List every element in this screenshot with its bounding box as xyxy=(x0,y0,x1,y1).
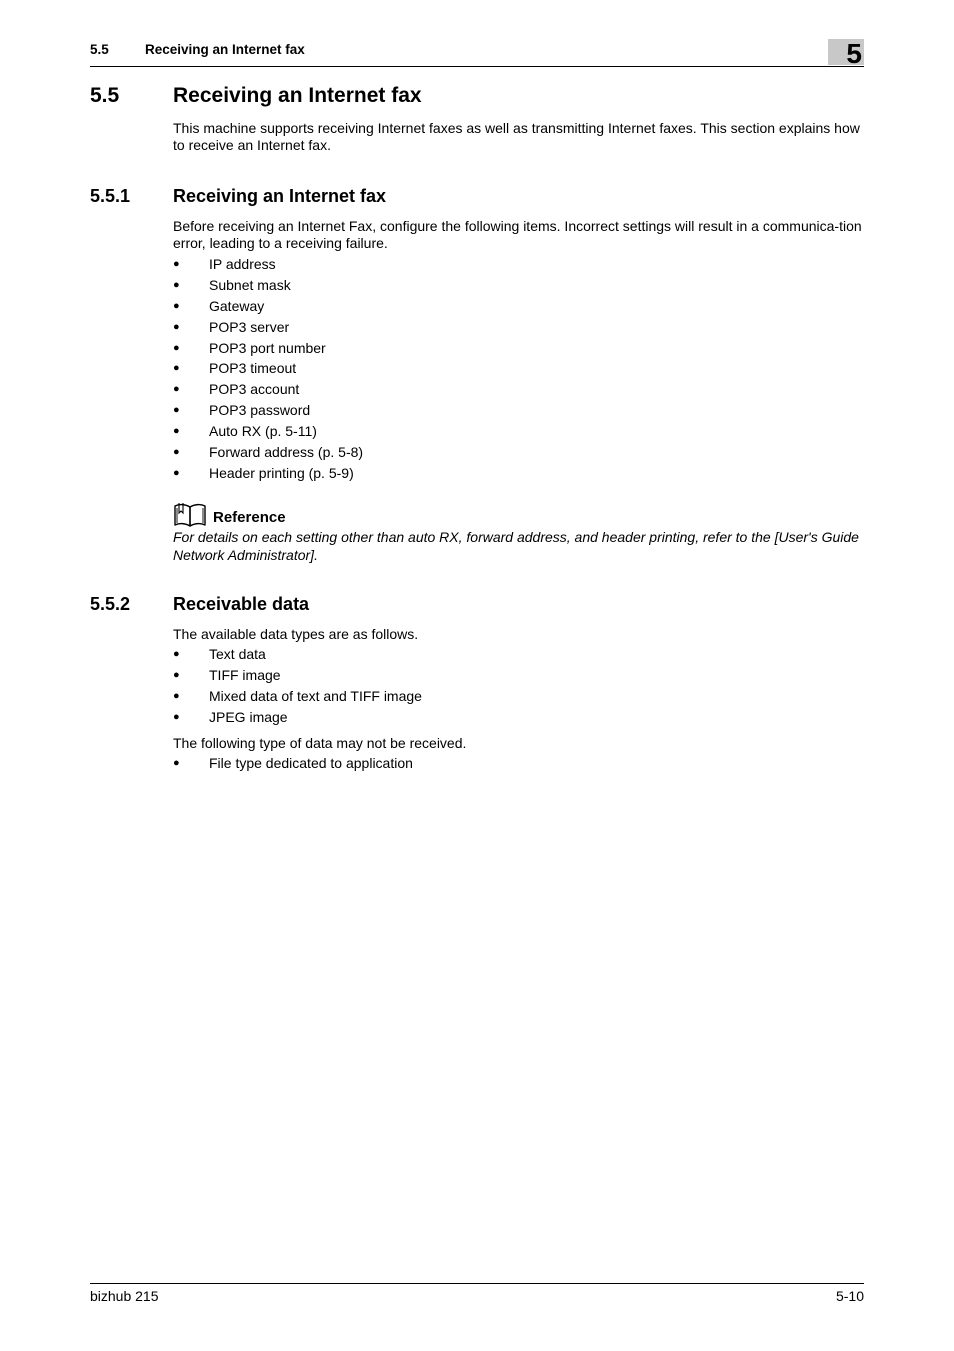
chapter-tab: 5 xyxy=(828,39,864,65)
list-item-text: Text data xyxy=(209,646,266,662)
list-item xyxy=(173,442,363,463)
list-item-text: TIFF image xyxy=(209,666,281,683)
list-item-text: File type dedicated to application xyxy=(209,755,413,771)
bullet: ● xyxy=(173,425,180,438)
section-number: 5.5 xyxy=(90,84,120,107)
list-item-text: POP3 port number xyxy=(209,339,326,356)
subsection-1-heading xyxy=(90,186,386,207)
list-item xyxy=(173,296,363,317)
list-item xyxy=(173,358,363,379)
list-item-text: POP3 timeout xyxy=(209,360,297,377)
page-footer xyxy=(90,1283,864,1304)
list-item xyxy=(173,686,422,707)
not-received-note: The following type of data may not be received. xyxy=(173,735,467,751)
bullet: ● xyxy=(173,689,180,702)
running-header xyxy=(90,36,864,67)
list-item xyxy=(173,317,363,338)
data-types-list xyxy=(173,644,422,728)
bullet: ● xyxy=(173,446,180,459)
subsection-1-number: 5.5.1 xyxy=(90,186,131,206)
list-item xyxy=(173,753,413,774)
bullet: ● xyxy=(173,299,180,312)
list-item-text: Header printing (p. 5-9) xyxy=(209,464,354,481)
subsection-2-number: 5.5.2 xyxy=(90,594,131,614)
section-heading xyxy=(90,84,422,108)
reference-text: For details on each setting other than auto RX, forward address, and header printing, refer to the [User's Guide Network Administrator]. xyxy=(173,529,859,563)
list-item xyxy=(173,379,363,400)
list-item-text: POP3 password xyxy=(209,402,311,419)
open-book-icon xyxy=(173,502,207,528)
bullet: ● xyxy=(173,383,180,396)
list-item-text: JPEG image xyxy=(209,708,288,725)
subsection-2-heading xyxy=(90,594,309,615)
list-item xyxy=(173,421,363,442)
bullet: ● xyxy=(173,757,180,769)
list-item xyxy=(173,665,422,686)
list-item-text: Gateway xyxy=(209,297,265,314)
list-item-text: POP3 server xyxy=(209,318,290,335)
footer-product: bizhub 215 xyxy=(90,1288,159,1304)
list-item-text: IP address xyxy=(209,256,276,272)
section-intro: This machine supports receiving Internet faxes as well as transmitting Internet faxes. This section explains how to receive an Internet fax. xyxy=(173,120,860,153)
subsection-2-intro: The available data types are as follows. xyxy=(173,626,419,642)
subsection-1-title: Receiving an Internet fax xyxy=(173,186,387,206)
list-item xyxy=(173,400,363,421)
bullet: ● xyxy=(173,668,180,681)
list-item-text: Mixed data of text and TIFF image xyxy=(209,687,422,704)
reference-title: Reference xyxy=(213,509,286,526)
footer-page-number: 5-10 xyxy=(835,1288,864,1304)
list-item xyxy=(173,644,422,665)
subsection-2-title: Receivable data xyxy=(173,594,310,614)
list-item xyxy=(173,275,363,296)
header-section-number: 5.5 xyxy=(90,42,109,57)
bullet: ● xyxy=(173,362,180,375)
list-item xyxy=(173,254,363,275)
list-item-text: Auto RX (p. 5-11) xyxy=(209,423,317,440)
bullet: ● xyxy=(173,466,180,479)
list-item xyxy=(173,338,363,359)
settings-list xyxy=(173,254,363,484)
section-title: Receiving an Internet fax xyxy=(173,84,422,107)
bullet: ● xyxy=(173,278,180,291)
list-item-text: POP3 account xyxy=(209,381,300,398)
list-item xyxy=(173,707,422,728)
not-received-list xyxy=(173,753,413,774)
bullet: ● xyxy=(173,648,180,660)
bullet: ● xyxy=(173,404,180,417)
subsection-1-intro: Before receiving an Internet Fax, configure the following items. Incorrect settings will result in a communica-tion error, leading to a receiving failure. xyxy=(173,218,862,251)
bullet: ● xyxy=(173,320,180,333)
bullet: ● xyxy=(173,710,180,723)
list-item-text: Forward address (p. 5-8) xyxy=(209,444,364,461)
list-item xyxy=(173,463,363,484)
bullet: ● xyxy=(173,258,180,270)
header-section-title: Receiving an Internet fax xyxy=(145,42,305,57)
list-item-text: Subnet mask xyxy=(209,276,291,293)
bullet: ● xyxy=(173,341,180,354)
